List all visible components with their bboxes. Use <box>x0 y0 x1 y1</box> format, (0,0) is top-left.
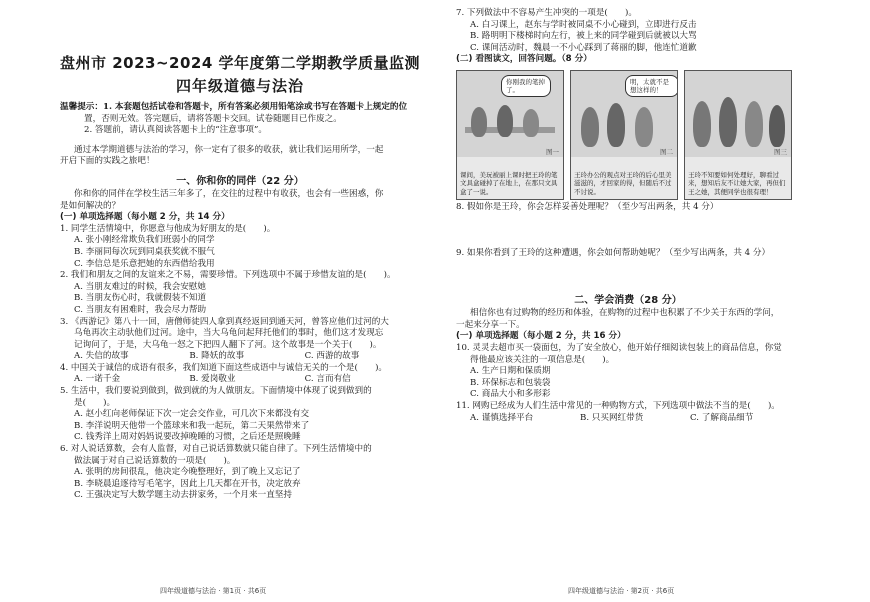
comic-strip <box>456 70 800 200</box>
option: B. 路明明下楼梯时向左行，被上来的同学碰到后就被以大骂 <box>470 31 697 42</box>
comic-panel-3 <box>684 70 792 200</box>
question-10: 10. 灵灵去超市买一袋面包，为了安全放心，他开始仔细阅读包装上的商品信息，你觉 <box>456 342 782 353</box>
panel-label: 图三 <box>774 147 787 156</box>
question-5: 5. 生活中，我们要说到做到，做到就的为人做朋友。下面情境中体现了说到做到的 <box>60 386 372 397</box>
question-5: 是( )。 <box>74 397 116 408</box>
option: C. 王强决定写大数学题主动去拼家务，一个月来一直坚持 <box>74 490 292 501</box>
exam-title: 盘州市 2023~2024 学年度第二学期教学质量监测 <box>60 54 421 72</box>
question-6: 6. 对人说话算数，会有人监督，对自己说话算数就只能自律了。下列生活情境中的 <box>60 444 372 455</box>
question-7: 7. 下列做法中不容易产生冲突的一项是( )。 <box>456 8 637 18</box>
question-9: 9. 如果你看到了王玲的这种遭遇，你会如何帮助她呢？（至少写出两条，共 4 分） <box>456 247 771 258</box>
panel-caption: 王玲办公的观点对王玲的后心里美滋滋的，才回家的得，但随后不过不讨说。 <box>574 170 672 196</box>
panel-caption: 课间，美玩被丽上课时把王玲的笔文具盒碰掉了在地上，在那只文具盒了一说。 <box>460 170 558 196</box>
exam-subtitle: 四年级道德与法治 <box>175 77 304 95</box>
tips-line: 置，否则无效。答完题后，请将答题卡交回。试卷随题目已作废之。 <box>84 113 342 124</box>
intro-line: 通过本学期道德与法治的学习，你一定有了很多的收获，就让我们运用所学，一起 <box>74 144 384 155</box>
section-1-intro: 你和你的同伴在学校生活三年多了，在交往的过程中有收获，也会有一些困惑，你 <box>74 188 384 199</box>
option: C. 当朋友有困难时，我会尽力帮助 <box>74 304 207 315</box>
option: A. 白习课上，赵东与学时被同桌不小心碰到，立即进行反击 <box>470 19 697 30</box>
section-1-title: 一、你和你的同伴（22 分） <box>176 175 304 187</box>
section-2-title: 二、学会消费（28 分） <box>574 295 682 307</box>
option: B. 只买网红带货 <box>580 412 644 423</box>
question-8: 8. 假如你是王玲，你会怎样妥善处理呢？（至少写出两条，共 4 分） <box>456 201 719 212</box>
option: A. 谨慎选择平台 <box>470 412 534 423</box>
option: A. 当朋友难过的时候，我会安慰她 <box>74 281 206 292</box>
section-2-intro: 相信你也有过购物的经历和体验，在购物的过程中也积累了不少关于东西的学问， <box>470 308 780 319</box>
tips-line: 2. 答题前，请认真阅读答题卡上的“注意事项”。 <box>84 125 267 136</box>
answer-space <box>456 259 800 287</box>
question-4: 4. 中国关于诚信的成语有很多，我们知道下面这些成语中与诚信无关的一个是( )。 <box>60 362 388 373</box>
option: A. 张小刚经常欺负我们班弱小的同学 <box>74 235 215 246</box>
speech-bubble: 你刚我的笔掉了。 <box>501 75 551 97</box>
option: C. 课间活动时，魏晨一不小心踩到了蒋丽的脚，他连忙道歉 <box>470 42 697 53</box>
panel-label: 图二 <box>660 147 673 156</box>
option: B. 李丽同每次玩到同桌获奖就不服气 <box>74 246 215 257</box>
option: B. 李晓晨追逐待写毛笔字，因此上几天都在开书，决定放弃 <box>74 478 301 489</box>
option: A. 失信的故事 <box>74 351 129 362</box>
question-3: 乌龟再次主动驮他们过河。途中，当大乌龟问起拜托他们的事时，他们这才发现忘 <box>74 328 384 339</box>
option: B. 当朋友伤心时，我就假装不知道 <box>74 293 207 304</box>
option: B. 环保标志和包装袋 <box>470 377 551 388</box>
option: B. 降妖的故事 <box>189 351 245 362</box>
option: C. 商品大小和多形彩 <box>470 389 551 400</box>
question-3: 记询问了，于是，大乌龟一怒之下把四人翻下了河。这个故事是一个关于( )。 <box>74 339 382 350</box>
option: C. 李信总是乐意把她的东西借给我用 <box>74 258 215 269</box>
question-2: 2. 我们和朋友之间的友谊来之不易，需要珍惜。下列选项中不属于珍惜友谊的是( )。 <box>60 270 396 281</box>
option: C. 西游的故事 <box>304 351 360 362</box>
answer-space <box>456 214 800 248</box>
question-10: 得他最应该关注的一项信息是( )。 <box>470 354 615 365</box>
options-row <box>60 351 420 363</box>
part-title: (二) 看图读文，回答问题。（8 分） <box>456 54 592 65</box>
option: A. 张明的房间很乱，他决定今晚整理好，到了晚上又忘记了 <box>74 467 301 478</box>
options-row <box>456 413 800 425</box>
speech-bubble: 明，太就不是想这样的！ <box>625 75 678 97</box>
panel-caption: 王玲不知要如何处理好，聊看过来，想知后友不让她大家，再但们王之她，其便同学也很有理！ <box>688 170 786 196</box>
tips-line: 温馨提示：1. 本套题包括试卷和答题卡，所有答案必须用铅笔涂或书写在答题卡上规定的位 <box>60 102 408 112</box>
intro-line: 开启下面的实践之旅吧！ <box>60 156 155 167</box>
option: C. 言而有信 <box>304 374 351 385</box>
option: A. 生产日期和保质期 <box>470 366 551 377</box>
part-title: (一) 单项选择题（每小题 2 分，共 14 分） <box>60 212 230 223</box>
classroom-scene-image <box>685 71 791 157</box>
page-footer: 四年级道德与法治 · 第1页 · 共6页 <box>160 587 267 595</box>
page-footer: 四年级道德与法治 · 第2页 · 共6页 <box>568 587 675 595</box>
option: A. 一诺千金 <box>74 374 121 385</box>
right-page <box>438 0 870 602</box>
comic-panel-1 <box>456 70 564 200</box>
section-2-intro: 一起来分享一下。 <box>456 319 525 330</box>
question-11: 11. 网购已经成为人们生活中常见的一种购物方式，下列选项中做法不当的是( )。 <box>456 400 780 411</box>
question-1: 1. 同学生活情境中，你愿意与他成为好朋友的是( )。 <box>60 223 276 234</box>
question-6: 做法属于对自己说话算数的一项是( )。 <box>74 455 236 466</box>
option: C. 钱秀洋上周对妈妈说要改掉晚睡的习惯，之后还是照晚睡 <box>74 432 301 443</box>
panel-label: 图一 <box>546 147 559 156</box>
part-title: (一) 单项选择题（每小题 2 分，共 16 分） <box>456 331 626 342</box>
option: C. 了解商品细节 <box>690 412 754 423</box>
question-3: 3. 《西游记》第八十一回，唐僧师徒四人拿到真经返回到通天河，曾答应他们过河的大 <box>60 316 389 327</box>
options-row <box>60 374 420 386</box>
option: A. 赵小红向老师保证下次一定会交作业，可几次下来都没有交 <box>74 409 310 420</box>
section-1-intro: 是如何解决的？ <box>60 200 121 211</box>
comic-panel-2 <box>570 70 678 200</box>
option: B. 李洋说明天他带一个篮球来和我一起玩，第二天果然带来了 <box>74 420 310 431</box>
option: B. 爱岗敬业 <box>189 374 236 385</box>
